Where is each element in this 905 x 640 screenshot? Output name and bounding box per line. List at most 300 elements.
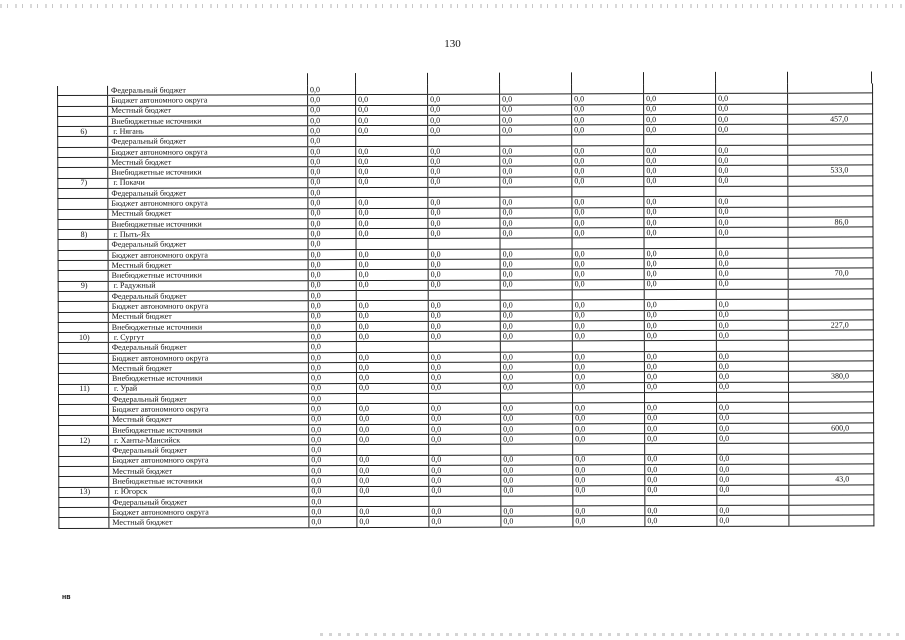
value-cell bbox=[644, 186, 716, 197]
value-cell: 0,0 bbox=[716, 320, 788, 331]
value-cell: 0,0 bbox=[716, 299, 788, 310]
value-cell: 0,0 bbox=[644, 166, 716, 177]
value-cell: 0,0 bbox=[572, 310, 644, 321]
value-cell: 0,0 bbox=[356, 126, 428, 137]
row-number-cell: 11) bbox=[58, 384, 108, 394]
value-cell: 0,0 bbox=[500, 125, 572, 136]
value-cell: 0,0 bbox=[716, 269, 788, 280]
value-cell: 0,0 bbox=[356, 383, 428, 394]
value-cell: 0,0 bbox=[645, 423, 717, 434]
row-number-cell: 8) bbox=[58, 229, 108, 239]
value-cell bbox=[716, 238, 788, 249]
row-name-cell: Бюджет автономного округа bbox=[108, 352, 308, 363]
value-cell: 0,0 bbox=[428, 197, 500, 208]
row-name-cell: Внебюджетные источники bbox=[108, 270, 308, 281]
value-cell: 0,0 bbox=[428, 352, 500, 363]
value-cell: 0,0 bbox=[644, 228, 716, 239]
value-cell: 0,0 bbox=[716, 196, 788, 207]
value-cell: 0,0 bbox=[645, 506, 717, 517]
row-number-cell bbox=[58, 291, 108, 301]
value-cell: 0,0 bbox=[429, 455, 501, 466]
total-cell: 70,0 bbox=[788, 268, 873, 279]
value-cell: 0,0 bbox=[501, 506, 573, 517]
value-cell: 0,0 bbox=[428, 321, 500, 332]
value-cell: 0,0 bbox=[356, 228, 428, 239]
value-cell: 0,0 bbox=[428, 372, 500, 383]
total-cell: 86,0 bbox=[788, 217, 873, 228]
value-cell: 0,0 bbox=[356, 362, 428, 373]
value-cell: 0,0 bbox=[501, 485, 573, 496]
value-cell: 0,0 bbox=[717, 485, 789, 496]
row-number-cell bbox=[58, 322, 108, 332]
value-cell bbox=[644, 341, 716, 352]
value-cell: 0,0 bbox=[356, 146, 428, 157]
value-cell: 0,0 bbox=[357, 424, 429, 435]
row-name-cell: Бюджет автономного округа bbox=[108, 301, 308, 312]
row-number-cell bbox=[59, 508, 109, 518]
row-number-cell bbox=[58, 86, 108, 96]
row-number-cell bbox=[59, 456, 109, 466]
value-cell: 0,0 bbox=[500, 331, 572, 342]
value-cell bbox=[716, 341, 788, 352]
value-cell: 0,0 bbox=[572, 351, 644, 362]
value-cell: 0,0 bbox=[717, 454, 789, 465]
value-cell: 0,0 bbox=[572, 176, 644, 187]
value-cell: 0,0 bbox=[716, 217, 788, 228]
row-number-cell bbox=[58, 168, 108, 178]
value-cell: 0,0 bbox=[356, 259, 428, 270]
value-cell: 0,0 bbox=[573, 403, 645, 414]
row-name-cell: Внебюджетные источники bbox=[108, 167, 308, 178]
value-cell: 0,0 bbox=[308, 373, 356, 383]
value-cell: 0,0 bbox=[428, 156, 500, 167]
value-cell: 0,0 bbox=[429, 465, 501, 476]
value-cell bbox=[716, 84, 788, 94]
value-cell: 0,0 bbox=[572, 331, 644, 342]
value-cell bbox=[645, 444, 717, 455]
table-row-budget-source bbox=[59, 515, 874, 528]
row-name-cell: Бюджет автономного округа bbox=[108, 198, 308, 209]
row-name-cell: Внебюджетные источники bbox=[108, 322, 308, 333]
value-cell bbox=[500, 135, 572, 146]
column-divider-tick bbox=[427, 73, 428, 85]
value-cell: 0,0 bbox=[716, 145, 788, 156]
page-number: 130 bbox=[444, 38, 461, 50]
budget-table bbox=[57, 83, 874, 528]
footer-code: нв bbox=[62, 594, 71, 601]
row-number-cell: 13) bbox=[59, 487, 109, 497]
value-cell: 0,0 bbox=[500, 372, 572, 383]
value-cell: 0,0 bbox=[500, 115, 572, 126]
value-cell: 0,0 bbox=[716, 361, 788, 372]
value-cell: 0,0 bbox=[308, 260, 356, 270]
value-cell: 0,0 bbox=[716, 227, 788, 238]
value-cell: 0,0 bbox=[716, 166, 788, 177]
row-name-cell: г. Пыть-Ях bbox=[108, 229, 308, 240]
total-cell bbox=[788, 134, 873, 145]
total-cell bbox=[789, 454, 874, 465]
row-number-cell bbox=[58, 260, 108, 270]
budget-table-body bbox=[58, 83, 874, 528]
total-cell bbox=[788, 93, 873, 104]
value-cell: 0,0 bbox=[308, 177, 356, 187]
value-cell: 0,0 bbox=[716, 104, 788, 115]
value-cell: 0,0 bbox=[428, 115, 500, 126]
value-cell: 0,0 bbox=[644, 372, 716, 383]
value-cell: 0,0 bbox=[429, 403, 501, 414]
total-cell: 533,0 bbox=[788, 165, 873, 176]
total-cell bbox=[788, 351, 873, 362]
row-name-cell: Федеральный бюджет bbox=[108, 239, 308, 250]
total-cell bbox=[788, 104, 873, 115]
value-cell bbox=[572, 290, 644, 301]
value-cell: 0,0 bbox=[572, 269, 644, 280]
row-name-cell: Федеральный бюджет bbox=[108, 188, 308, 199]
value-cell: 0,0 bbox=[500, 104, 572, 115]
value-cell: 0,0 bbox=[356, 270, 428, 281]
value-cell: 0,0 bbox=[428, 280, 500, 291]
value-cell: 0,0 bbox=[308, 239, 356, 249]
value-cell: 0,0 bbox=[644, 269, 716, 280]
value-cell: 0,0 bbox=[308, 332, 356, 342]
value-cell: 0,0 bbox=[357, 434, 429, 445]
value-cell: 0,0 bbox=[428, 218, 500, 229]
value-cell: 0,0 bbox=[717, 505, 789, 516]
value-cell: 0,0 bbox=[572, 207, 644, 218]
value-cell: 0,0 bbox=[644, 94, 716, 105]
value-cell: 0,0 bbox=[308, 105, 356, 115]
value-cell: 0,0 bbox=[308, 352, 356, 362]
row-name-cell: Внебюджетные источники bbox=[109, 425, 309, 436]
value-cell: 0,0 bbox=[644, 197, 716, 208]
total-cell bbox=[788, 227, 873, 238]
total-cell bbox=[788, 196, 873, 207]
value-cell: 0,0 bbox=[572, 115, 644, 126]
value-cell: 0,0 bbox=[644, 258, 716, 269]
value-cell: 0,0 bbox=[644, 351, 716, 362]
row-number-cell bbox=[58, 96, 108, 106]
row-name-cell: Местный бюджет bbox=[108, 260, 308, 271]
value-cell: 0,0 bbox=[717, 516, 789, 527]
value-cell bbox=[428, 136, 500, 147]
value-cell bbox=[717, 392, 789, 403]
value-cell bbox=[644, 289, 716, 300]
value-cell: 0,0 bbox=[357, 414, 429, 425]
total-cell: 600,0 bbox=[789, 423, 874, 434]
value-cell: 0,0 bbox=[500, 259, 572, 270]
value-cell: 0,0 bbox=[309, 435, 357, 445]
value-cell: 0,0 bbox=[356, 198, 428, 209]
row-number-cell bbox=[58, 302, 108, 312]
value-cell: 0,0 bbox=[356, 177, 428, 188]
total-cell: 380,0 bbox=[788, 371, 873, 382]
value-cell bbox=[500, 84, 572, 94]
value-cell: 0,0 bbox=[501, 403, 573, 414]
row-number-cell: 12) bbox=[59, 435, 109, 445]
value-cell bbox=[645, 495, 717, 506]
value-cell: 0,0 bbox=[644, 310, 716, 321]
value-cell bbox=[716, 289, 788, 300]
row-name-cell: г. Урай bbox=[108, 383, 308, 394]
row-number-cell bbox=[59, 446, 109, 456]
value-cell: 0,0 bbox=[500, 321, 572, 332]
value-cell: 0,0 bbox=[357, 517, 429, 528]
value-cell: 0,0 bbox=[428, 249, 500, 260]
value-cell: 0,0 bbox=[500, 177, 572, 188]
value-cell bbox=[572, 341, 644, 352]
value-cell bbox=[644, 84, 716, 94]
value-cell: 0,0 bbox=[356, 167, 428, 178]
value-cell: 0,0 bbox=[573, 465, 645, 476]
value-cell: 0,0 bbox=[573, 434, 645, 445]
total-cell bbox=[788, 258, 873, 269]
value-cell: 0,0 bbox=[356, 321, 428, 332]
column-divider-tick bbox=[499, 73, 500, 85]
value-cell: 0,0 bbox=[644, 320, 716, 331]
total-cell bbox=[789, 412, 874, 423]
value-cell: 0,0 bbox=[644, 361, 716, 372]
row-number-cell bbox=[58, 240, 108, 250]
value-cell: 0,0 bbox=[428, 362, 500, 373]
total-cell bbox=[789, 485, 874, 496]
value-cell: 0,0 bbox=[429, 434, 501, 445]
value-cell: 0,0 bbox=[356, 331, 428, 342]
row-number-cell bbox=[58, 106, 108, 116]
value-cell: 0,0 bbox=[572, 125, 644, 136]
value-cell bbox=[572, 187, 644, 198]
value-cell: 0,0 bbox=[500, 362, 572, 373]
total-cell bbox=[788, 382, 873, 393]
value-cell: 0,0 bbox=[500, 228, 572, 239]
row-name-cell: Бюджет автономного округа bbox=[108, 249, 308, 260]
value-cell: 0,0 bbox=[501, 475, 573, 486]
value-cell: 0,0 bbox=[356, 95, 428, 106]
value-cell: 0,0 bbox=[357, 404, 429, 415]
row-number-cell bbox=[58, 157, 108, 167]
value-cell: 0,0 bbox=[428, 166, 500, 177]
value-cell: 0,0 bbox=[357, 507, 429, 518]
row-number-cell bbox=[58, 374, 108, 384]
value-cell bbox=[429, 496, 501, 507]
value-cell: 0,0 bbox=[428, 311, 500, 322]
total-cell bbox=[789, 505, 874, 516]
value-cell bbox=[573, 496, 645, 507]
value-cell: 0,0 bbox=[717, 402, 789, 413]
value-cell: 0,0 bbox=[500, 300, 572, 311]
value-cell bbox=[356, 85, 428, 95]
row-number-cell bbox=[59, 425, 109, 435]
row-number-cell bbox=[59, 497, 109, 507]
value-cell: 0,0 bbox=[644, 104, 716, 115]
value-cell: 0,0 bbox=[428, 228, 500, 239]
value-cell: 0,0 bbox=[429, 486, 501, 497]
row-name-cell: г. Нягань bbox=[108, 126, 308, 137]
value-cell: 0,0 bbox=[308, 383, 356, 393]
value-cell bbox=[356, 187, 428, 198]
row-name-cell: Бюджет автономного округа bbox=[109, 455, 309, 466]
value-cell: 0,0 bbox=[308, 301, 356, 311]
value-cell: 0,0 bbox=[644, 217, 716, 228]
total-cell bbox=[788, 155, 873, 166]
value-cell: 0,0 bbox=[309, 466, 357, 476]
value-cell: 0,0 bbox=[308, 85, 356, 95]
total-cell bbox=[788, 340, 873, 351]
value-cell: 0,0 bbox=[573, 506, 645, 517]
value-cell: 0,0 bbox=[357, 486, 429, 497]
column-divider-tick bbox=[355, 73, 356, 85]
value-cell: 0,0 bbox=[716, 176, 788, 187]
total-cell bbox=[789, 392, 874, 403]
value-cell bbox=[500, 187, 572, 198]
value-cell bbox=[428, 239, 500, 250]
value-cell: 0,0 bbox=[572, 104, 644, 115]
value-cell: 0,0 bbox=[644, 382, 716, 393]
row-name-cell: Федеральный бюджет bbox=[108, 291, 308, 302]
value-cell: 0,0 bbox=[308, 146, 356, 156]
total-cell bbox=[788, 124, 873, 135]
value-cell: 0,0 bbox=[309, 476, 357, 486]
value-cell: 0,0 bbox=[428, 105, 500, 116]
total-cell: 43,0 bbox=[789, 474, 874, 485]
total-cell bbox=[788, 299, 873, 310]
value-cell: 0,0 bbox=[572, 94, 644, 105]
value-cell bbox=[428, 342, 500, 353]
value-cell bbox=[716, 135, 788, 146]
value-cell bbox=[428, 187, 500, 198]
total-cell bbox=[788, 145, 873, 156]
value-cell: 0,0 bbox=[428, 146, 500, 157]
column-divider-tick bbox=[571, 72, 572, 84]
value-cell: 0,0 bbox=[500, 352, 572, 363]
total-cell bbox=[789, 433, 874, 444]
row-number-cell bbox=[58, 312, 108, 322]
value-cell: 0,0 bbox=[500, 310, 572, 321]
row-name-cell: г. Сургут bbox=[108, 332, 308, 343]
value-cell bbox=[644, 238, 716, 249]
row-name-cell: Бюджет автономного округа bbox=[108, 95, 308, 106]
row-number-cell bbox=[58, 250, 108, 260]
total-cell: 457,0 bbox=[788, 114, 873, 125]
value-cell: 0,0 bbox=[356, 115, 428, 126]
value-cell: 0,0 bbox=[308, 167, 356, 177]
value-cell: 0,0 bbox=[428, 177, 500, 188]
total-cell bbox=[788, 361, 873, 372]
value-cell: 0,0 bbox=[308, 95, 356, 105]
value-cell bbox=[501, 393, 573, 404]
value-cell: 0,0 bbox=[428, 259, 500, 270]
value-cell: 0,0 bbox=[573, 454, 645, 465]
value-cell: 0,0 bbox=[429, 517, 501, 528]
value-cell: 0,0 bbox=[356, 208, 428, 219]
value-cell: 0,0 bbox=[308, 188, 356, 198]
row-number-cell bbox=[59, 405, 109, 415]
value-cell: 0,0 bbox=[308, 126, 356, 136]
value-cell: 0,0 bbox=[428, 383, 500, 394]
value-cell: 0,0 bbox=[308, 321, 356, 331]
row-name-cell: Местный бюджет bbox=[108, 208, 308, 219]
row-name-cell: г. Ханты-Мансийск bbox=[109, 435, 309, 446]
scan-edge-bottom bbox=[320, 633, 905, 636]
row-number-cell bbox=[58, 363, 108, 373]
total-cell: 227,0 bbox=[788, 320, 873, 331]
value-cell: 0,0 bbox=[501, 413, 573, 424]
total-cell bbox=[789, 402, 874, 413]
row-name-cell: Внебюджетные источники bbox=[108, 219, 308, 230]
value-cell: 0,0 bbox=[717, 413, 789, 424]
row-number-cell bbox=[58, 209, 108, 219]
column-divider-tick bbox=[715, 72, 716, 84]
value-cell: 0,0 bbox=[500, 197, 572, 208]
column-divider-tick bbox=[307, 73, 308, 85]
value-cell bbox=[356, 290, 428, 301]
value-cell: 0,0 bbox=[308, 363, 356, 373]
row-name-cell: Внебюджетные источники bbox=[108, 373, 308, 384]
value-cell bbox=[644, 135, 716, 146]
row-name-cell: Местный бюджет bbox=[108, 363, 308, 374]
value-cell: 0,0 bbox=[572, 279, 644, 290]
value-cell: 0,0 bbox=[308, 280, 356, 290]
value-cell bbox=[500, 341, 572, 352]
value-cell: 0,0 bbox=[572, 228, 644, 239]
total-cell bbox=[788, 289, 873, 300]
value-cell bbox=[356, 342, 428, 353]
value-cell: 0,0 bbox=[356, 105, 428, 116]
value-cell bbox=[717, 495, 789, 506]
value-cell: 0,0 bbox=[717, 464, 789, 475]
value-cell: 0,0 bbox=[716, 114, 788, 125]
value-cell: 0,0 bbox=[308, 208, 356, 218]
value-cell: 0,0 bbox=[308, 157, 356, 167]
value-cell: 0,0 bbox=[716, 279, 788, 290]
value-cell: 0,0 bbox=[309, 455, 357, 465]
row-number-cell: 7) bbox=[58, 178, 108, 188]
value-cell: 0,0 bbox=[572, 248, 644, 259]
value-cell: 0,0 bbox=[500, 218, 572, 229]
value-cell: 0,0 bbox=[500, 94, 572, 105]
value-cell: 0,0 bbox=[500, 166, 572, 177]
value-cell: 0,0 bbox=[308, 290, 356, 300]
value-cell: 0,0 bbox=[357, 465, 429, 476]
row-number-cell: 6) bbox=[58, 127, 108, 137]
row-number-cell bbox=[58, 353, 108, 363]
value-cell bbox=[357, 445, 429, 456]
value-cell: 0,0 bbox=[716, 382, 788, 393]
value-cell: 0,0 bbox=[501, 455, 573, 466]
row-number-cell bbox=[59, 466, 109, 476]
value-cell: 0,0 bbox=[356, 218, 428, 229]
row-name-cell: Местный бюджет bbox=[109, 414, 309, 425]
value-cell bbox=[428, 85, 500, 95]
value-cell: 0,0 bbox=[572, 320, 644, 331]
total-cell bbox=[788, 237, 873, 248]
row-name-cell: Внебюджетные источники bbox=[109, 476, 309, 487]
value-cell: 0,0 bbox=[716, 330, 788, 341]
value-cell: 0,0 bbox=[716, 372, 788, 383]
value-cell: 0,0 bbox=[500, 146, 572, 157]
value-cell: 0,0 bbox=[573, 423, 645, 434]
value-cell: 0,0 bbox=[716, 155, 788, 166]
value-cell: 0,0 bbox=[501, 424, 573, 435]
row-number-cell: 10) bbox=[58, 332, 108, 342]
total-cell bbox=[789, 515, 874, 526]
value-cell: 0,0 bbox=[501, 516, 573, 527]
value-cell: 0,0 bbox=[572, 166, 644, 177]
value-cell: 0,0 bbox=[309, 517, 357, 527]
row-name-cell: Бюджет автономного округа bbox=[109, 404, 309, 415]
value-cell bbox=[717, 444, 789, 455]
row-name-cell: Федеральный бюджет bbox=[109, 497, 309, 508]
value-cell: 0,0 bbox=[501, 434, 573, 445]
